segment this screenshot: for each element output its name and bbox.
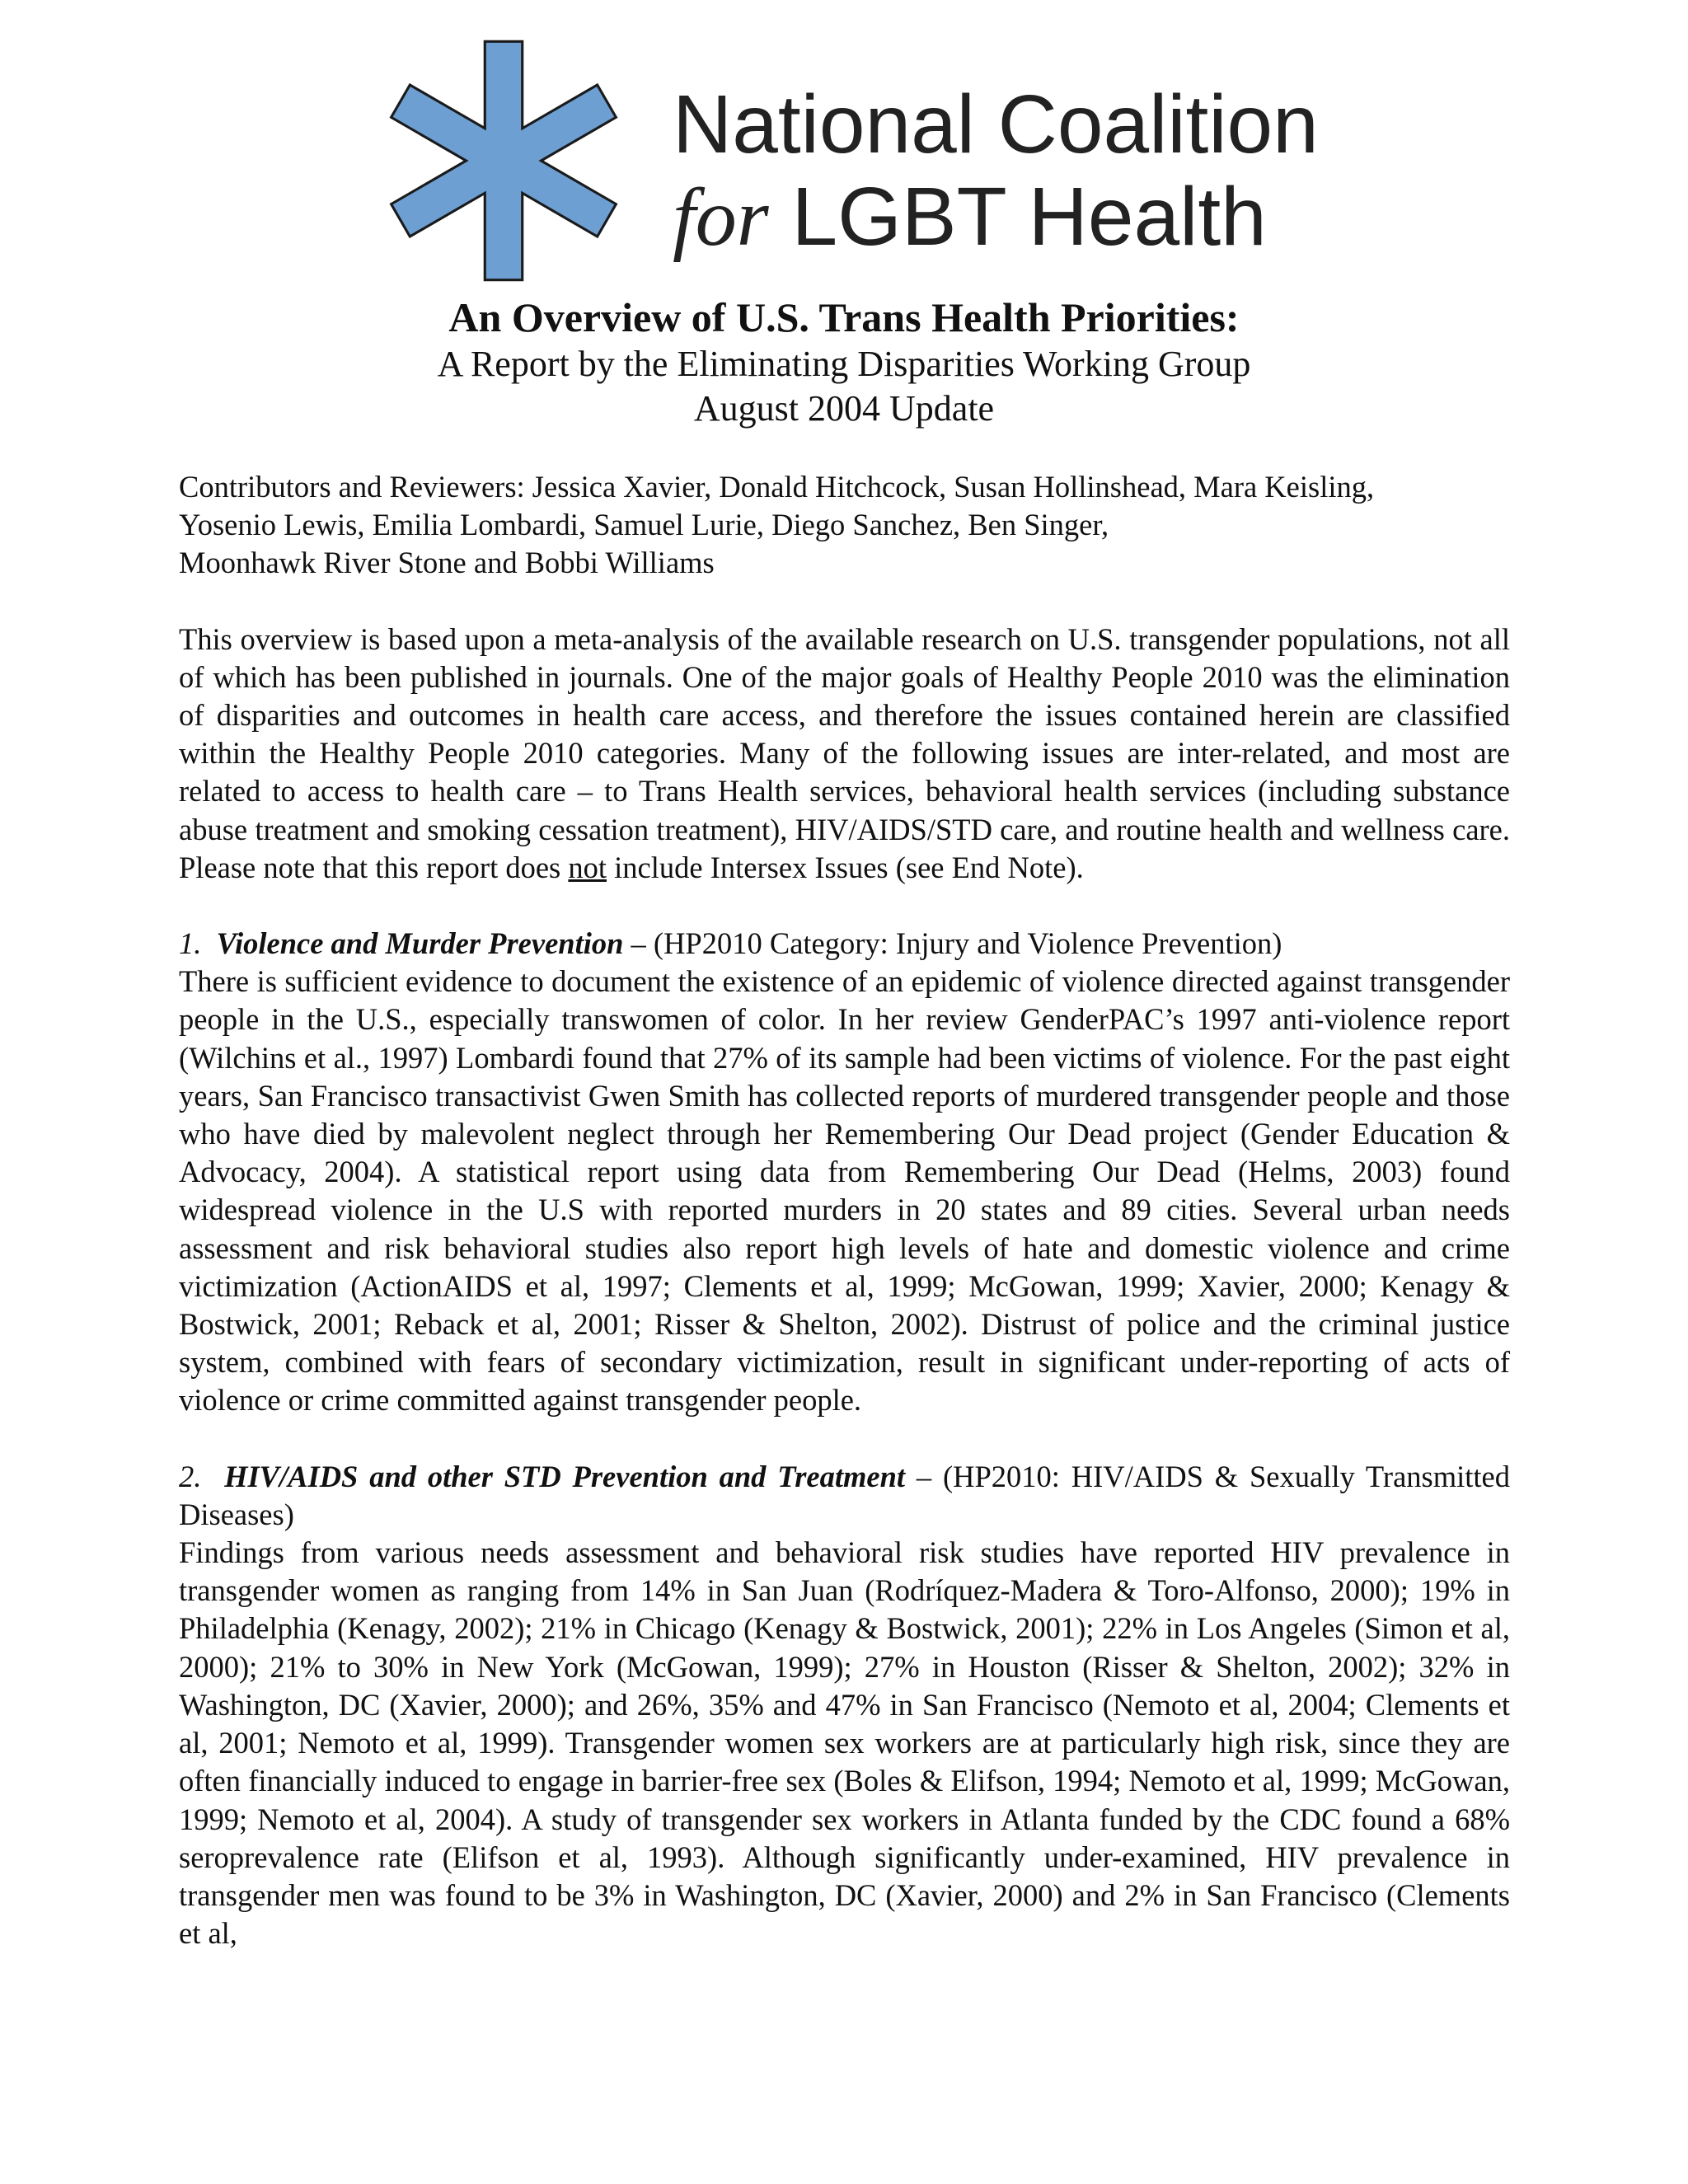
section-number: 1.: [179, 926, 202, 961]
contributors-line: Yosenio Lewis, Emilia Lombardi, Samuel Lurie, Diego Sanchez, Ben Singer,: [179, 508, 1109, 542]
contributors: [179, 468, 1510, 583]
section-body: Findings from various needs assessment and behavioral risk studies have reported HIV prevalence in transgender women as ranging from 14% in San Juan (Rodríquez-Madera & Toro-Alfonso, 2000); 19% in Philadelphia (Kenagy, 2002); 21% in Chicago (Kenagy & Bostwick, 2001); 22% in Los Angeles (Simon et al, 2000); 21% to 30% in New York (McGowan, 1999); 27% in Houston (Risser & Shelton, 2002); 32% in Washington, DC (Xavier, 2000); and 26%, 35% and 47% in San Francisco (Nemoto et al, 2004; Clements et al, 2001; Nemoto et al, 1999). Transgender women sex workers are at particularly high risk, since they are often financially induced to engage in barrier-free sex (Boles & Elifson, 1994; Nemoto et al, 1999; McGowan, 1999; Nemoto et al, 2004). A study of transgender sex workers in Atlanta funded by the CDC found a 68% seroprevalence rate (Elifson et al, 1993). Although significantly under-examined, HIV prevalence in transgender men was found to be 3% in Washington, DC (Xavier, 2000) and 2% in San Francisco (Clements et al,: [179, 1535, 1510, 1951]
page-title: An Overview of U.S. Trans Health Priorities:: [448, 294, 1240, 340]
intro-paragraph: [179, 621, 1510, 887]
update-date: August 2004 Update: [693, 388, 995, 429]
section-category: – (HP2010: HIV/AIDS & Sexually Transmitted Diseases): [179, 1459, 1510, 1531]
page-subtitle: A Report by the Eliminating Disparities Working Group: [437, 344, 1251, 384]
star-of-life-icon: [376, 33, 631, 288]
organization-logo: [376, 33, 1319, 297]
intro-underlined-word: not: [568, 850, 607, 884]
document-body: [179, 468, 1510, 1990]
section-heading: [179, 1458, 1510, 1534]
title-block: [0, 293, 1688, 431]
section-title: Violence and Murder Prevention: [216, 926, 624, 961]
organization-name-lgbt: LGBT Health: [791, 171, 1267, 263]
contributors-line: Moonhawk River Stone and Bobbi Williams: [179, 546, 715, 580]
section-category: – (HP2010 Category: Injury and Violence Prevention): [623, 926, 1282, 961]
contributors-line: Contributors and Reviewers: Jessica Xavier, Donald Hitchcock, Susan Hollinshead, Mara Keisling,: [179, 470, 1375, 504]
section-number: 2.: [179, 1459, 202, 1493]
organization-name: [673, 78, 1319, 264]
section-heading: [179, 925, 1510, 963]
organization-name-line1: National Coalition: [673, 78, 1319, 171]
intro-text: This overview is based upon a meta-analysis of the available research on U.S. transgender populations, not all of which has been published in journals. One of the major goals of Healthy People 2010 was the elimination of disparities and outcomes in health care access, and therefore the issues contained herein are classified within the Healthy People 2010 categories. Many of the following issues are inter-related, and most are related to access to health care – to Trans Health services, behavioral health services (including substance abuse treatment and smoking cessation treatment), HIV/AIDS/STD care, and routine health and wellness care. Please note that this report does: [179, 621, 1510, 884]
section-title: HIV/AIDS and other STD Prevention and Treatment: [224, 1459, 906, 1493]
organization-name-line2: [673, 171, 1319, 264]
organization-name-for: for: [673, 171, 769, 263]
section-body: There is sufficient evidence to document the existence of an epidemic of violence directed against transgender people in the U.S., especially transwomen of color. In her review GenderPAC’s 1997 anti-violence report (Wilchins et al., 1997) Lombardi found that 27% of its sample had been victims of violence. For the past eight years, San Francisco transactivist Gwen Smith has collected reports of murdered transgender people and those who have died by malevolent neglect through her Remembering Our Dead project (Gender Education & Advocacy, 2004). A statistical report using data from Remembering Our Dead (Helms, 2003) found widespread violence in the U.S with reported murders in 20 states and 89 cities. Several urban needs assessment and risk behavioral studies also report high levels of hate and domestic violence and crime victimization (ActionAIDS et al, 1997; Clements et al, 1999; McGowan, 1999; Xavier, 2000; Kenagy & Bostwick, 2001; Reback et al, 2001; Risser & Shelton, 2002). Distrust of police and the criminal justice system, combined with fears of secondary victimization, result in significant under-reporting of acts of violence or crime committed against transgender people.: [179, 964, 1510, 1418]
intro-text-end: include Intersex Issues (see End Note).: [614, 850, 1084, 884]
